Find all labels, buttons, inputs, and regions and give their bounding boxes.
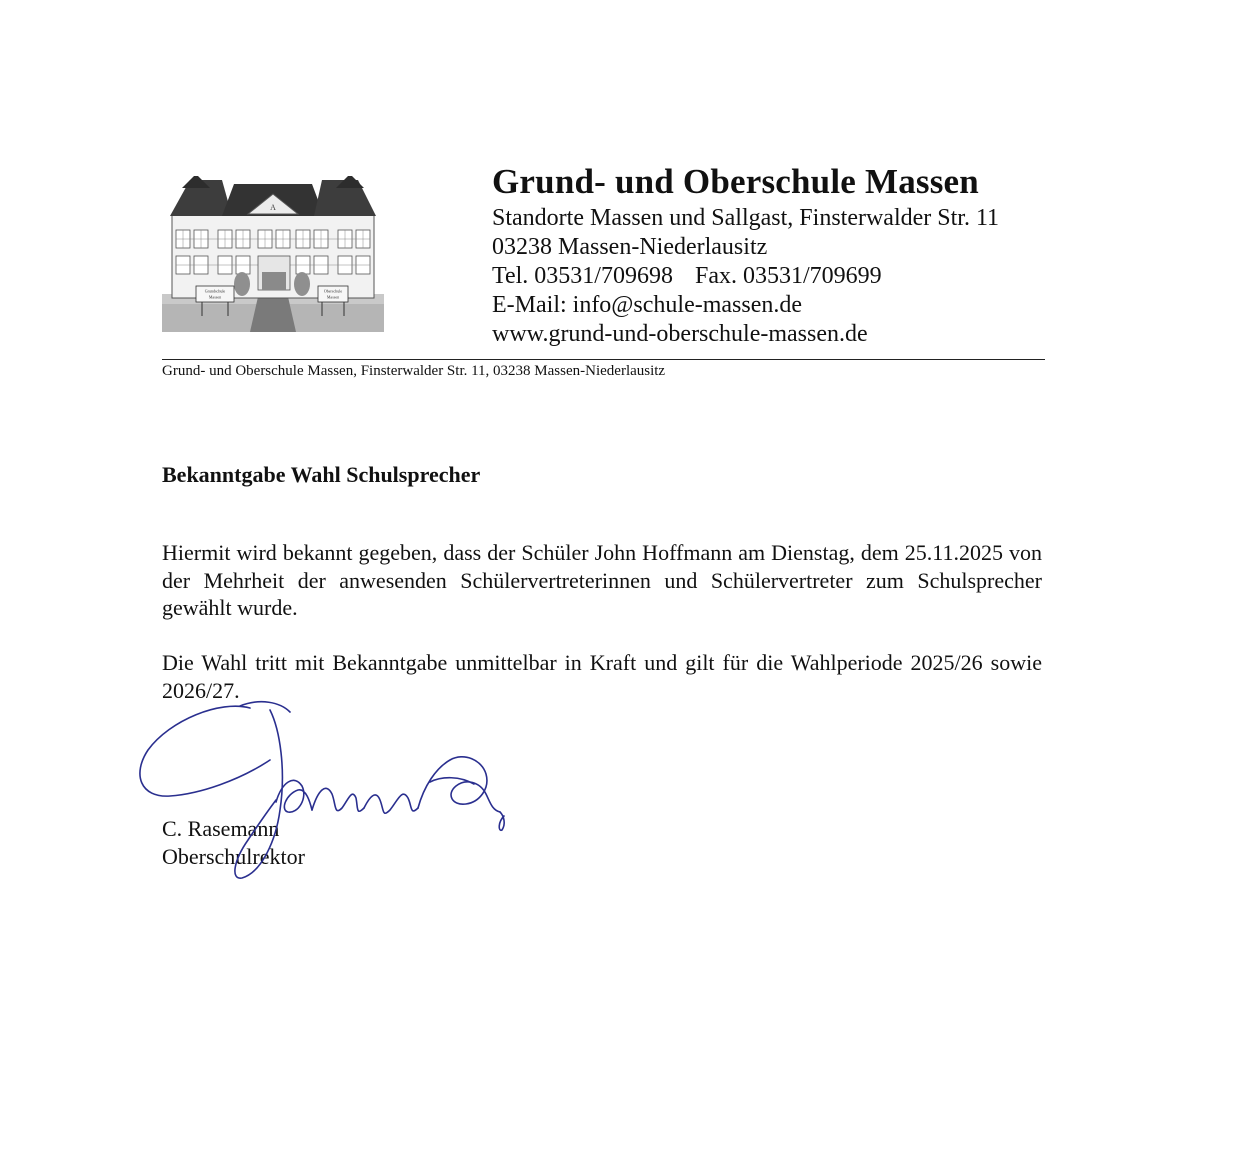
phone-number: Tel. 03531/709698 xyxy=(492,263,673,289)
address-line-2: 03238 Massen-Niederlausitz xyxy=(492,234,768,260)
letterhead-divider xyxy=(162,359,1045,360)
handwritten-signature xyxy=(130,690,530,890)
email-line: E-Mail: info@schule-massen.de xyxy=(492,292,803,318)
svg-text:Massen: Massen xyxy=(208,294,222,300)
logo-gable-letter: A xyxy=(270,203,276,212)
letterhead xyxy=(492,160,1072,349)
letter-subject: Bekanntgabe Wahl Schulsprecher xyxy=(162,462,481,487)
address-line-1: Standorte Massen und Sallgast, Finsterwalder Str. 11 xyxy=(492,205,1000,231)
svg-text:Grundschule: Grundschule xyxy=(204,288,226,294)
fax-number: Fax. 03531/709699 xyxy=(694,263,882,289)
school-building-icon xyxy=(162,176,384,332)
phone-fax-line xyxy=(492,262,1072,291)
svg-text:Oberschule: Oberschule xyxy=(323,288,343,294)
svg-text:Massen: Massen xyxy=(326,294,340,300)
signer-name: C. Rasemann xyxy=(162,816,280,841)
body-paragraph-2: Die Wahl tritt mit Bekanntgabe unmittelbar in Kraft und gilt für die Wahlperiode 2025/26 sowie 2026/27. xyxy=(162,650,1042,703)
signer-title: Oberschulrektor xyxy=(162,844,305,869)
sender-address-line: Grund- und Oberschule Massen, Finsterwalder Str. 11, 03238 Massen-Niederlausitz xyxy=(162,363,666,379)
school-name: Grund- und Oberschule Massen xyxy=(492,162,979,201)
body-paragraph-1: Hiermit wird bekannt gegeben, dass der Schüler John Hoffmann am Dienstag, dem 25.11.2025 von der Mehrheit der anwesenden Schülervertreterinnen und Schülervertreter zum Schulsprecher gewählt wurde. xyxy=(162,540,1042,620)
website-line: www.grund-und-oberschule-massen.de xyxy=(492,321,868,347)
